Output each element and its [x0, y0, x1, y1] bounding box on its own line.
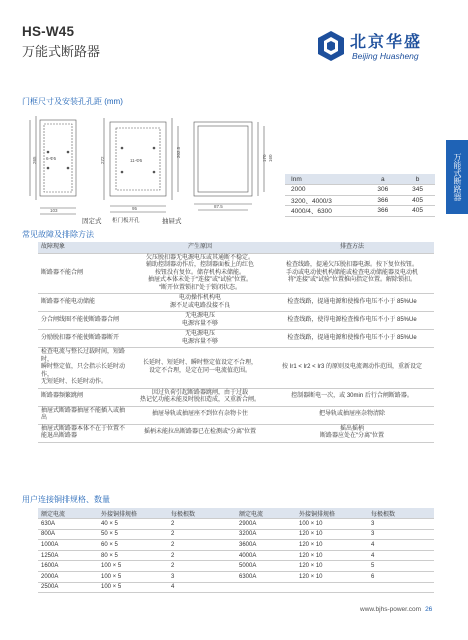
mounting-drawing [22, 112, 272, 226]
table-row [38, 561, 434, 572]
dims-section-title: 门框尺寸及安装孔孔距 (mm) [22, 97, 123, 106]
table-row [38, 348, 434, 389]
table-cell: 100 × 5 [98, 572, 168, 583]
table-header-row [38, 508, 434, 519]
table-cell-cause: 抽屉导轨或抽屉座不到位有杂物卡住 [130, 406, 270, 424]
table-cell: 4000/4、6300 [285, 206, 365, 217]
table-cell-cause: 摇柄未能拉出断路器已在检测或“分离”位置 [130, 424, 270, 442]
side-category-tab: 万能式断路器 [446, 140, 468, 214]
table-cell: 80 × 5 [98, 550, 168, 561]
table-row [38, 540, 434, 551]
dim-202-5: 202.5 [176, 146, 181, 158]
table-cell: 2900A [236, 519, 296, 530]
fault-section-title: 常见故障及排除方法 [22, 230, 94, 239]
table-row [285, 185, 435, 196]
header-cell: a [365, 174, 400, 185]
table-row [38, 529, 434, 540]
table-row [285, 195, 435, 206]
table-cell-symptom: 断路器不能电动储能 [38, 294, 130, 312]
header-cell: 产生原因 [130, 242, 270, 253]
table-cell: 100 × 5 [98, 561, 168, 572]
table-cell: 5 [368, 561, 434, 572]
header-cell: 故障现象 [38, 242, 130, 253]
header-cell: 额定电流 [236, 508, 296, 519]
table-cell: 2 [168, 519, 236, 530]
table-cell: 3200、4000/3 [285, 195, 365, 206]
table-row [38, 330, 434, 348]
table-cell: 3 [368, 529, 434, 540]
company-logo [314, 29, 454, 71]
table-cell: 366 [365, 195, 400, 206]
table-cell: 2000A [38, 572, 98, 583]
label-drawer-type: 抽屉式 [162, 218, 182, 225]
mounting-diagram [22, 112, 272, 226]
table-row [38, 294, 434, 312]
table-cell: 6 [368, 572, 434, 583]
table-header-row [38, 242, 434, 253]
table-cell: 120 × 10 [296, 529, 368, 540]
table-cell-solution: 检查线路，提通电源和使操作电压不小于 85%Ue [270, 330, 434, 348]
table-cell-symptom: 抽屉式断路器本体不在于位置不 能退出断路器 [38, 424, 130, 442]
table-cell: 345 [400, 185, 435, 196]
header-cell: 排查方法 [270, 242, 434, 253]
table-cell: 1600A [38, 561, 98, 572]
table-cell-cause: 长延时、短延时、瞬时整定值设定不合理， 设定不合理，是定在同一电流值范围。 [130, 348, 270, 389]
table-row [38, 572, 434, 583]
table-cell-symptom: 分合闸线圈不能使断路器合闸 [38, 312, 130, 330]
table-cell-cause: 电动操作机构电 源不足或电路没接不良 [130, 294, 270, 312]
table-cell-symptom: 断路器不能合闸 [38, 253, 130, 294]
dim-103: 103 [50, 208, 58, 213]
table-cell-cause: 因过负荷引起断路器跳闸，由于过载 热记忆功能未能及时脱扣造成，又重新合闸。 [130, 388, 270, 406]
table-cell: 3 [368, 519, 434, 530]
table-row [38, 312, 434, 330]
table-cell: 100 × 5 [98, 582, 168, 593]
table-cell: 6300A [236, 572, 296, 583]
table-cell: 2 [168, 550, 236, 561]
header-cell: b [400, 174, 435, 185]
table-cell: 120 × 10 [296, 572, 368, 583]
table-cell-cause: 无电源电压 电源容量不够 [130, 312, 270, 330]
table-cell: 800A [38, 529, 98, 540]
table-cell: 4 [168, 582, 236, 593]
dim-95: 95 [132, 206, 138, 211]
dim-170: 170 [262, 154, 267, 162]
table-cell: 1250A [38, 550, 98, 561]
busbar-table [38, 508, 434, 593]
page-footer [360, 606, 432, 613]
table-cell: 1000A [38, 540, 98, 551]
table-cell: 5000A [236, 561, 296, 572]
table-row [38, 519, 434, 530]
dim-11-holes: 11-Φ5 [130, 158, 143, 163]
table-cell: 3200A [236, 529, 296, 540]
table-cell: 100 × 10 [296, 519, 368, 530]
table-cell-solution: 检查线路，提通欠压脱扣器电源。按下复位按钮。 手动或电动使机构储能或检查电动储能器及电动机 将“连接”或“试验”位置推向指定位置。解除锁扣。 [270, 253, 434, 294]
header-cell: 外接铜排规格 [98, 508, 168, 519]
table-row [38, 253, 434, 294]
table-row [38, 550, 434, 561]
table-cell-solution: 检查线路，使得电源检查操作电压不小于 85%Ue [270, 312, 434, 330]
table-cell: 4 [368, 540, 434, 551]
table-cell-solution: 控制器断电一次，或 30min 后行合闸断路器。 [270, 388, 434, 406]
label-fixed-type: 固定式 [82, 218, 102, 225]
table-cell: 120 × 10 [296, 550, 368, 561]
table-cell: 60 × 5 [98, 540, 168, 551]
accessory-section-title: 用户连接铜排规格、数量 [22, 495, 110, 504]
table-row [285, 206, 435, 217]
table-cell-symptom: 抽屉式断路器抽屉不能插入或抽 出 [38, 406, 130, 424]
table-cell: 2000 [285, 185, 365, 196]
header-cell: Inm [285, 174, 365, 185]
table-cell-cause: 欠压脱扣器无电源电压或其通断不稳定。 辅助控制器动作后，控制器面板上的红色 按钮没有复位。储存机构未储能。 抽屉式本体未处于“连接”或“试验”位置。 “断开位置锁扣”处于锁闭状态。 [130, 253, 270, 294]
product-name: 万能式断路器 [22, 44, 101, 59]
table-cell: 630A [38, 519, 98, 530]
table-cell: 366 [365, 206, 400, 217]
website-url: www.bjhs-power.com [360, 606, 422, 613]
table-cell: 306 [365, 185, 400, 196]
page-number: 26 [425, 606, 433, 613]
table-cell: 120 × 10 [296, 540, 368, 551]
table-cell: 2 [168, 529, 236, 540]
table-cell: 4000A [236, 550, 296, 561]
table-cell: 405 [400, 206, 435, 217]
table-cell [296, 582, 368, 593]
table-cell-solution: 把导轨或抽屉座杂物清除 [270, 406, 434, 424]
header-cell: 每极根数 [368, 508, 434, 519]
table-cell-cause: 无电源电压 电源容量不够 [130, 330, 270, 348]
table-cell: 3600A [236, 540, 296, 551]
table-cell: 40 × 5 [98, 519, 168, 530]
table-row [38, 424, 434, 442]
product-model: HS-W45 [22, 24, 75, 39]
dimension-table [285, 174, 435, 217]
table-cell: 120 × 10 [296, 561, 368, 572]
fault-table [38, 242, 434, 443]
table-cell-symptom: 检查电流与整长过载时间，短路时， 瞬时整定值，只会指示长延时动作， 无短延时、长延时动作。 [38, 348, 130, 389]
header-cell: 外接铜排规格 [296, 508, 368, 519]
table-cell: 4 [368, 550, 434, 561]
table-cell [368, 582, 434, 593]
header-cell: 额定电流 [38, 508, 98, 519]
table-cell-symptom: 分励脱扣器不能使断路器断开 [38, 330, 130, 348]
table-cell: 405 [400, 195, 435, 206]
table-cell [236, 582, 296, 593]
table-cell: 3 [168, 572, 236, 583]
header-cell: 每极根数 [168, 508, 236, 519]
table-row [38, 406, 434, 424]
table-row [38, 582, 434, 593]
logo-name-en: Beijing Huasheng [352, 51, 419, 61]
dim-265: 265 [32, 156, 37, 164]
logo-name-cn: 北京华盛 [350, 34, 423, 51]
table-cell: 2 [168, 561, 236, 572]
table-header-row [285, 174, 435, 185]
table-cell: 2 [168, 540, 236, 551]
table-row [38, 388, 434, 406]
table-cell-symptom: 断路器频繁跳闸 [38, 388, 130, 406]
dim-87-5: 87.5 [214, 204, 223, 209]
logo-mark-icon [314, 29, 348, 63]
table-cell-solution: 摇出摇柄 断路器应处在“分离”位置 [270, 424, 434, 442]
table-cell-solution: 检查线路，提通电源和使操作电压不小于 85%Ue [270, 294, 434, 312]
dim-6-holes: 6-Φ5 [46, 156, 57, 161]
table-cell-solution: 按 Ir1 < Ir2 < Ir3 的原则及电流调动作范围，重新设定 [270, 348, 434, 389]
label-cabinet-door: 柜门板开孔 [112, 218, 140, 224]
table-cell: 50 × 5 [98, 529, 168, 540]
dim-272: 272 [100, 156, 105, 164]
table-cell: 2500A [38, 582, 98, 593]
dim-160: 160 [268, 154, 273, 162]
